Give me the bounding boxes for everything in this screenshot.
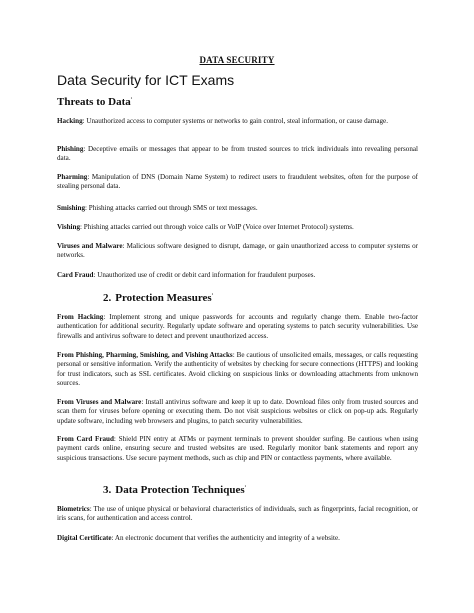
threat-item-viruses-malware: [57, 242, 418, 261]
definition: : Install antivirus software and keep it up to date. Download files only from trusted sources and scan them for viruses before opening or executing them. Do not visit suspicious websites or click on pop-up ads. Regularly update software, including web browsers and plugins, to patch security vulnerabilities.: [57, 398, 418, 425]
protection-item-card-fraud: [57, 435, 418, 463]
definition: : Implement strong and unique passwords for accounts and regularly change them. Enable two-factor authentication for additional security. Regularly update software and operating systems to patch security vulnerabilities. Use firewalls and antivirus software to detect and prevent unauthorized access.: [57, 313, 418, 340]
definition: : Be cautious of unsolicited emails, messages, or calls requesting personal or sensitive information. Verify the authenticity of websites by checking for secure connections (HTTPS) and looking for trust indicators, such as SSL certificates. Avoid clicking on suspicious links or downloading attachments from unknown sources.: [57, 351, 418, 388]
protection-item-viruses: [57, 398, 418, 426]
threat-item-hacking: [57, 117, 418, 126]
footnote-mark: ¹: [244, 485, 247, 491]
term: Viruses and Malware: [57, 242, 123, 250]
term: Phishing: [57, 145, 84, 153]
section-number: 3.: [103, 484, 112, 496]
section-heading-techniques: [103, 484, 246, 496]
definition: : Phishing attacks carried out through voice calls or VoIP (Voice over Internet Protocol) systems.: [80, 223, 354, 231]
term: From Hacking: [57, 313, 104, 321]
threat-item-card-fraud: [57, 271, 418, 280]
section-heading-text: Data Protection Techniques: [115, 484, 245, 496]
section-heading-protection: [103, 292, 213, 304]
definition: : Unauthorized access to computer systems or networks to gain control, steal information, or cause damage.: [82, 117, 388, 125]
term: Digital Certificate: [57, 534, 112, 542]
protection-item-phishing: [57, 351, 418, 389]
threat-item-smishing: [57, 204, 418, 213]
document-title: Data Security for ICT Exams: [57, 72, 235, 88]
definition: : The use of unique physical or behavioral characteristics of individuals, such as fingerprints, facial recognition, or iris scans, for authentication and access control.: [57, 505, 418, 523]
definition: : An electronic document that verifies the authenticity and integrity of a website.: [111, 534, 340, 542]
section-heading-text: Threats to Data: [57, 96, 131, 108]
term: From Phishing, Pharming, Smishing, and Vishing Attacks: [57, 351, 233, 359]
definition: : Deceptive emails or messages that appear to be from trusted sources to trick individuals into revealing personal data.: [57, 145, 418, 163]
section-heading-text: Protection Measures: [115, 292, 212, 304]
document-label: DATA SECURITY: [199, 55, 275, 65]
footnote-mark: ¹: [130, 97, 133, 103]
definition: : Phishing attacks carried out through SMS or text messages.: [85, 204, 258, 212]
definition: : Shield PIN entry at ATMs or payment terminals to prevent shoulder surfing. Be cautious when using payment cards online, ensuring secure and trusted websites are used. Regularly monitor bank statements and report any suspicious transactions. Use secure payment methods, such as chip and PIN or contactless payments, where available.: [57, 435, 418, 462]
term: Smishing: [57, 204, 85, 212]
term: From Viruses and Malware: [57, 398, 142, 406]
term: Biometrics: [57, 505, 90, 513]
term: Vishing: [57, 223, 80, 231]
term: From Card Fraud: [57, 435, 114, 443]
section-number: 2.: [103, 292, 112, 304]
footnote-mark: ¹: [211, 293, 214, 299]
technique-item-biometrics: [57, 505, 418, 524]
threat-item-vishing: [57, 223, 418, 232]
definition: : Malicious software designed to disrupt, damage, or gain unauthorized access to computer systems or networks.: [57, 242, 418, 260]
term: Pharming: [57, 173, 88, 181]
section-heading-threats: [57, 96, 132, 108]
threat-item-phishing: [57, 145, 418, 164]
definition: : Manipulation of DNS (Domain Name System) to redirect users to fraudulent websites, often for the purpose of stealing personal data.: [57, 173, 418, 191]
term: Hacking: [57, 117, 83, 125]
definition: : Unauthorized use of credit or debit card information for fraudulent purposes.: [93, 271, 316, 279]
term: Card Fraud: [57, 271, 94, 279]
technique-item-digital-certificate: [57, 534, 418, 543]
protection-item-hacking: [57, 313, 418, 341]
threat-item-pharming: [57, 173, 418, 192]
